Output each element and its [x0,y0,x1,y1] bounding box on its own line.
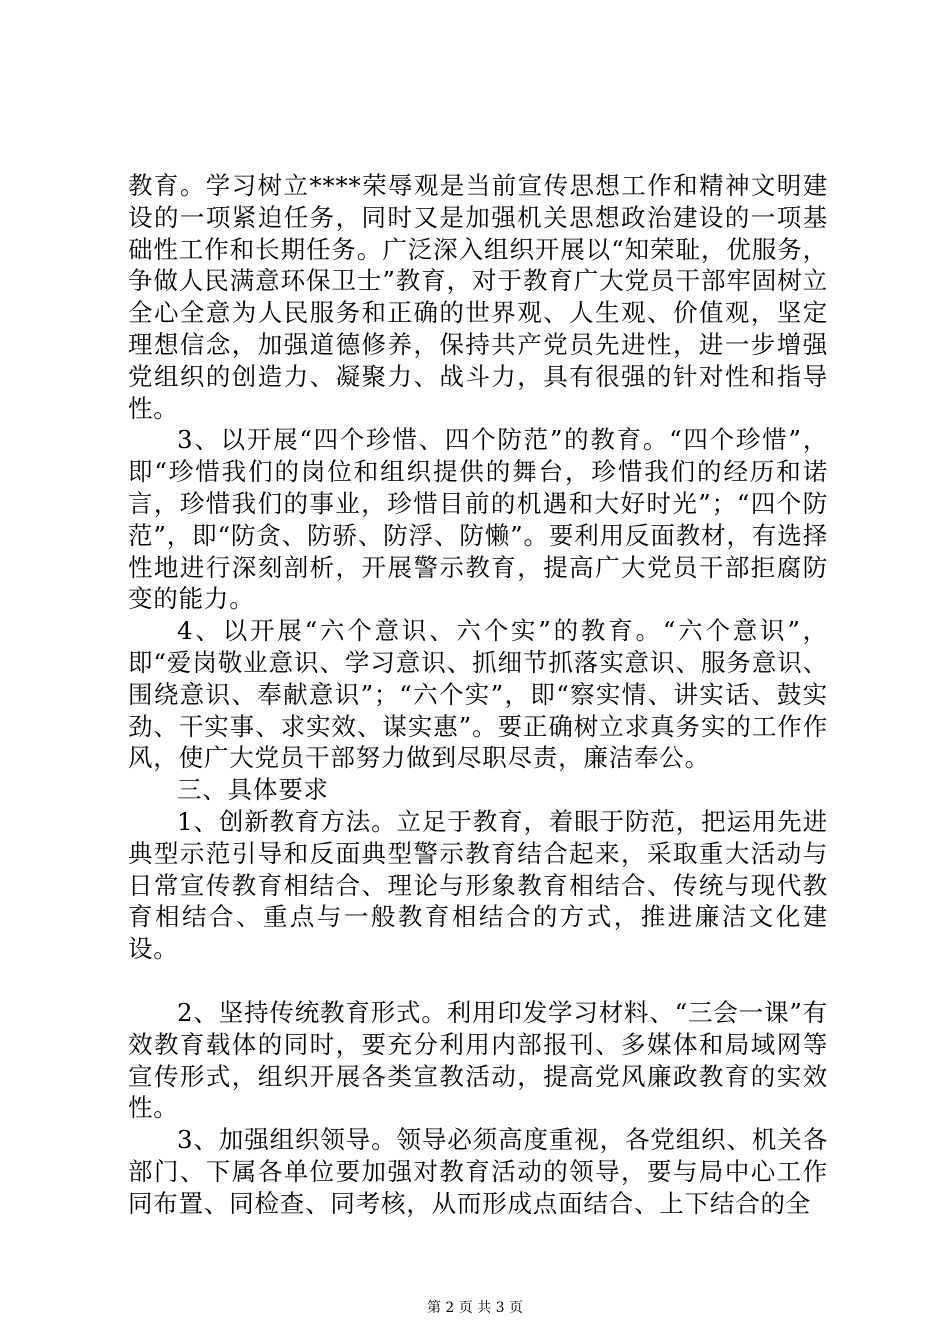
page-number-footer: 第 2 页 共 3 页 [426,1300,524,1316]
paragraph-innovate-education-methods: 1、创新教育方法。立足于教育，着眼于防范，把运用先进典型示范引导和反面典型警示教育结合起来，采取重大活动与日常宣传教育相结合、理论与形象教育相结合、传统与现代教育相结合、重点与一般教育相结合的方式，推进廉洁文化建设。 [128,806,828,964]
document-body [128,170,828,1220]
paragraph-strengthen-leadership: 3、加强组织领导。领导必须高度重视，各党组织、机关各部门、下属各单位要加强对教育活动的领导，要与局中心工作同布置、同检查、同考核，从而形成点面结合、上下结合的全 [128,1125,828,1218]
paragraph-four-cherish-four-guard: 3、以开展“四个珍惜、四个防范”的教育。“四个珍惜”，即“珍惜我们的岗位和组织提供的舞台，珍惜我们的经历和诺言，珍惜我们的事业，珍惜目前的机遇和大好时光”；“四个防范”，即“防贪、防骄、防浮、防懒”。要利用反面教材，有选择性地进行深刻剖析，开展警示教育，提高广大党员干部拒腐防变的能力。 [128,425,828,614]
paragraph-spacer [128,965,828,997]
paragraph-traditional-education-forms: 2、坚持传统教育形式。利用印发学习材料、“三会一课”有效教育载体的同时，要充分利用内部报刊、多媒体和局域网等宣传形式，组织开展各类宣教活动，提高党风廉政教育的实效性。 [128,997,828,1123]
paragraph-six-awareness-six-real: 4、以开展“六个意识、六个实”的教育。“六个意识”，即“爱岗敬业意识、学习意识、抓细节抓落实意识、服务意识、围绕意识、奉献意识”；“六个实”，即“察实情、讲实话、鼓实劲、干实事、求实效、谋实惠”。要正确树立求真务实的工作作风，使广大党员干部努力做到尽职尽责，廉洁奉公。 [128,616,828,773]
paragraph-honor-disgrace-education: 教育。学习树立****荣辱观是当前宣传思想工作和精神文明建设的一项紧迫任务，同时又是加强机关思想政治建设的一项基础性工作和长期任务。广泛深入组织开展以“知荣耻，优服务，争做人民满意环保卫士”教育，对于教育广大党员干部牢固树立全心全意为人民服务和正确的世界观、人生观、价值观，坚定理想信念，加强道德修养，保持共产党员先进性，进一步增强党组织的创造力、凝聚力、战斗力，具有很强的针对性和指导性。 [128,171,829,423]
section-heading-specific-requirements: 三、具体要求 [177,775,329,805]
